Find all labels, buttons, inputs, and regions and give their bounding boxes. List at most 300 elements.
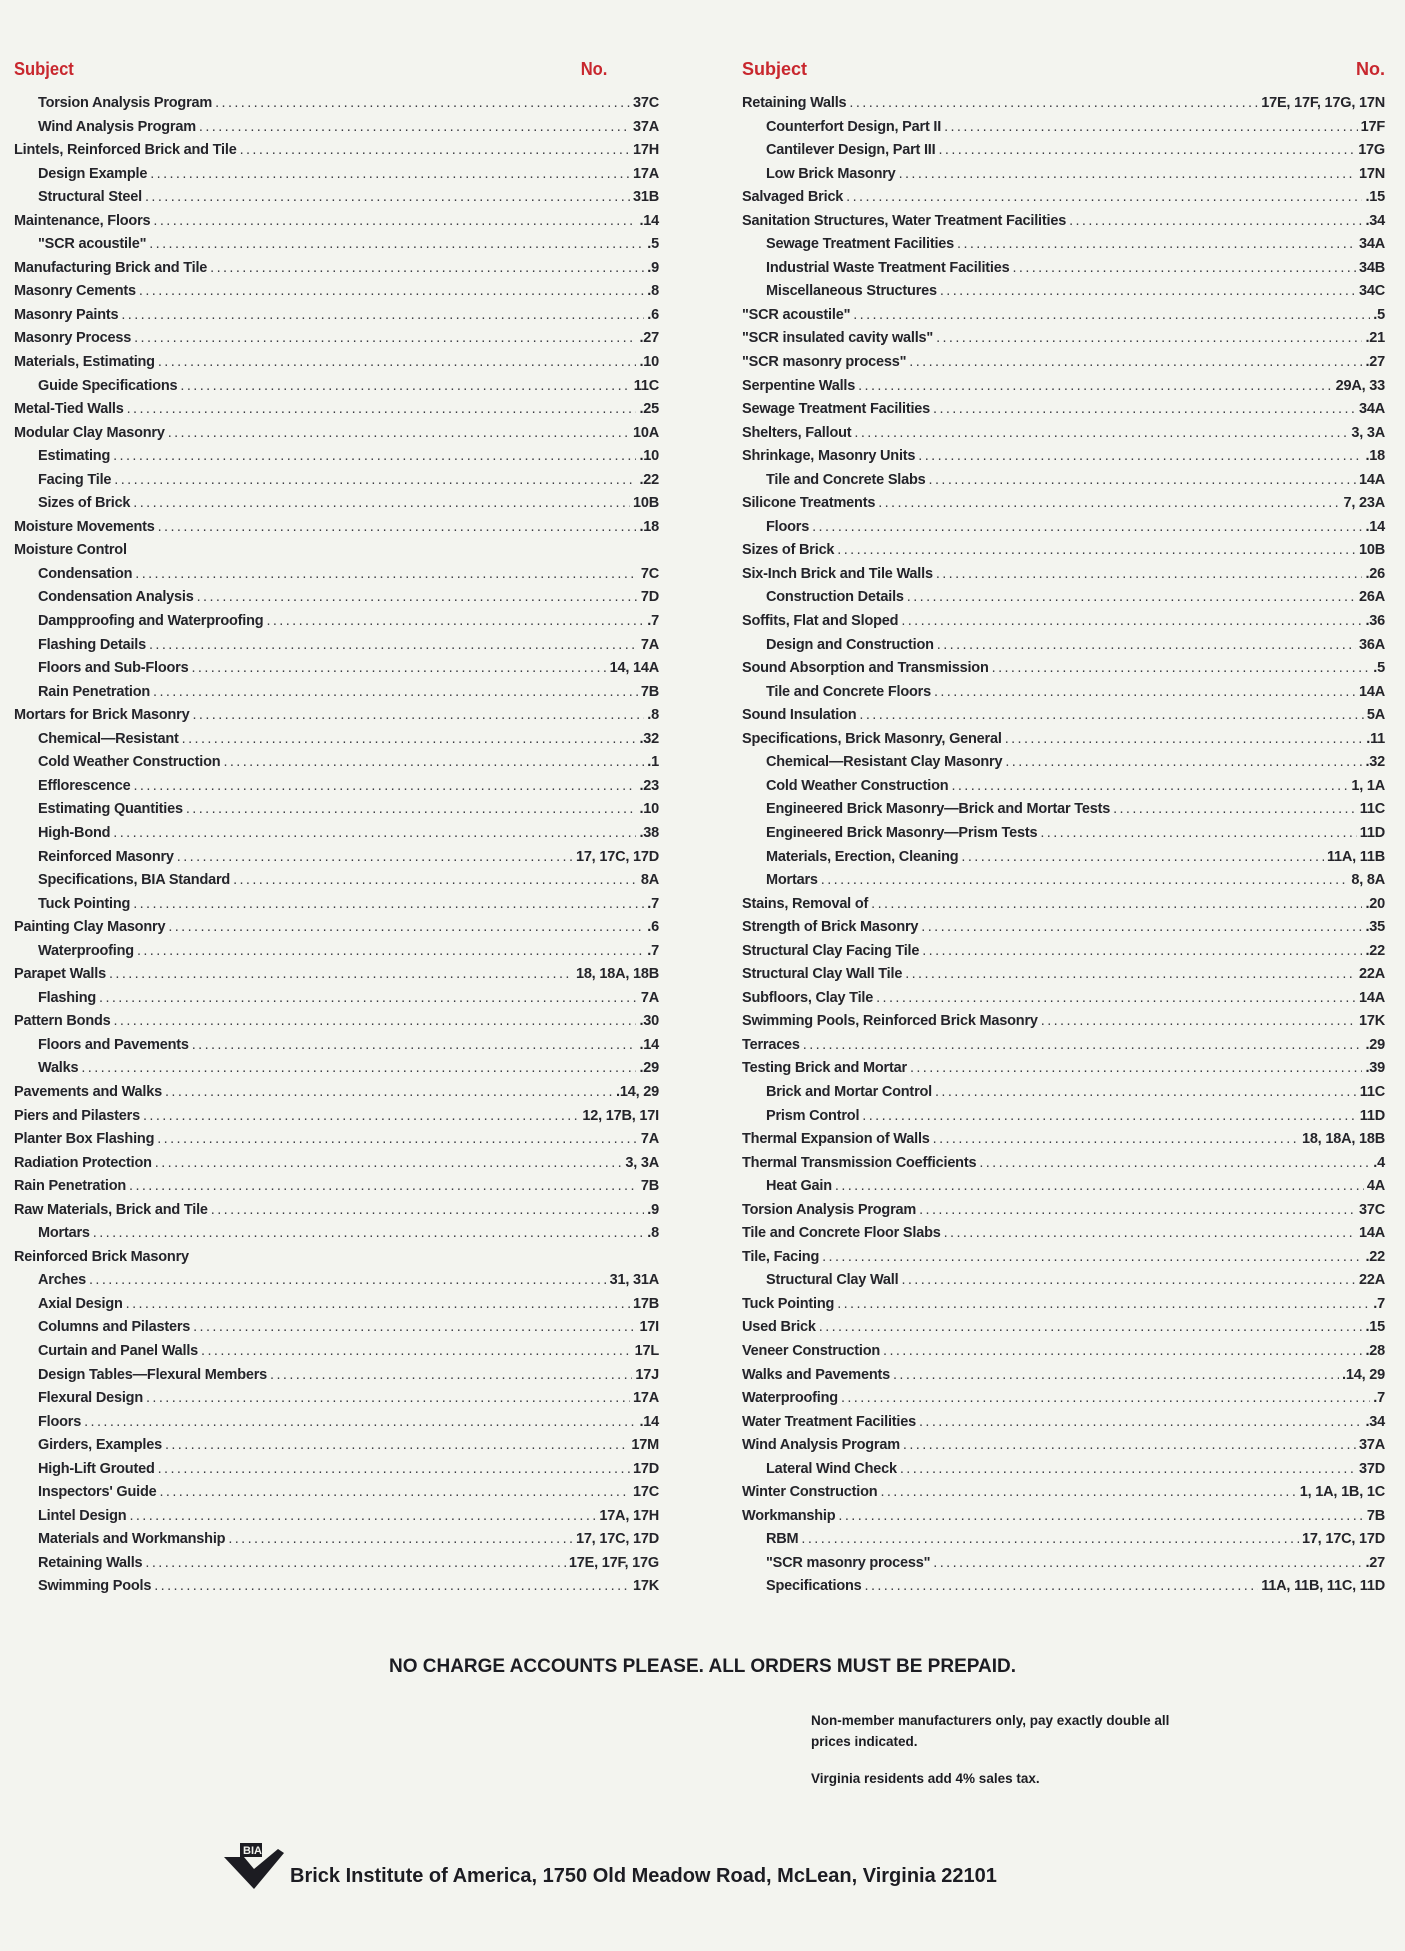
dot-leader <box>168 422 630 446</box>
dot-leader <box>918 445 1362 469</box>
entry-subject: Rain Penetration <box>14 1178 127 1195</box>
entry-subject: Mortars <box>38 1225 90 1242</box>
entry-subject: Sewage Treatment Facilities <box>742 401 931 418</box>
entry-number: 37C <box>1359 1201 1385 1218</box>
entry-subject: Swimming Pools <box>38 1578 152 1595</box>
dot-leader <box>149 634 638 658</box>
index-entry <box>742 1293 1385 1317</box>
dot-leader <box>905 963 1356 987</box>
dot-leader <box>1005 728 1364 752</box>
entry-number: 17K <box>633 1578 659 1595</box>
entry-subject: Wind Analysis Program <box>38 118 196 135</box>
entry-subject: Dampproofing and Waterproofing <box>38 613 264 630</box>
index-entry <box>742 586 1385 610</box>
entry-number: 12, 17B, 17I <box>582 1107 659 1124</box>
dot-leader <box>835 1175 1364 1199</box>
index-entry <box>742 1481 1385 1505</box>
index-entry <box>742 940 1385 964</box>
entry-subject: Engineered Brick Masonry—Prism Tests <box>766 824 1038 841</box>
index-entry <box>742 469 1385 493</box>
index-entry <box>742 751 1385 775</box>
entry-number: 17J <box>635 1366 659 1383</box>
index-entry <box>742 351 1385 375</box>
entry-number: .32 <box>1365 754 1385 771</box>
index-entry <box>14 304 659 328</box>
entry-subject: Brick and Mortar Control <box>766 1083 932 1100</box>
dot-leader <box>819 1316 1363 1340</box>
entry-number: 26A <box>1359 589 1385 606</box>
index-entry <box>742 775 1385 799</box>
entry-number: .14 <box>639 1036 659 1053</box>
dot-leader <box>191 657 606 681</box>
entry-number: 17A, 17H <box>599 1507 659 1524</box>
dot-leader <box>880 1481 1296 1505</box>
index-entry <box>742 1552 1385 1576</box>
dot-leader <box>934 681 1356 705</box>
entry-number: 17, 17C, 17D <box>575 848 659 865</box>
index-entry <box>14 963 659 987</box>
entry-subject: Raw Materials, Brick and Tile <box>14 1201 208 1218</box>
entry-subject: Estimating <box>38 448 111 465</box>
entry-number: 7D <box>640 589 659 606</box>
entry-subject: Design Tables—Flexural Members <box>38 1366 268 1383</box>
index-entry <box>14 1505 659 1529</box>
dot-leader <box>129 1505 596 1529</box>
dot-leader <box>223 751 644 775</box>
entry-number: .6 <box>647 919 659 936</box>
entry-number: .39 <box>1365 1060 1385 1077</box>
entry-number: .14 <box>639 1413 659 1430</box>
index-entry <box>14 634 659 658</box>
entry-subject: Lateral Wind Check <box>766 1460 897 1477</box>
index-entry <box>14 1222 659 1246</box>
index-entry <box>14 1434 659 1458</box>
dot-leader <box>233 869 638 893</box>
entry-subject: Masonry Process <box>14 330 132 347</box>
index-entry <box>14 1552 659 1576</box>
entry-subject: Specifications, Brick Masonry, General <box>742 730 1002 747</box>
dot-leader <box>186 798 637 822</box>
entry-subject: Subfloors, Clay Tile <box>742 989 874 1006</box>
entry-number: 37D <box>1359 1460 1385 1477</box>
dot-leader <box>133 893 644 917</box>
entry-number: 11C <box>1359 801 1385 818</box>
entry-subject: "SCR acoustile" <box>38 236 147 253</box>
index-entry <box>14 139 659 163</box>
entry-number: .10 <box>639 801 659 818</box>
entry-subject: Workmanship <box>742 1507 836 1524</box>
index-entry <box>742 375 1385 399</box>
subject-heading: Subject <box>742 59 808 79</box>
entry-number: 8A <box>640 872 659 889</box>
entry-subject: Sewage Treatment Facilities <box>766 236 955 253</box>
index-entry <box>14 893 659 917</box>
entry-number: 18, 18A, 18B <box>1301 1131 1385 1148</box>
entry-number: .6 <box>647 306 659 323</box>
entry-subject: Torsion Analysis Program <box>742 1201 917 1218</box>
dot-leader <box>113 822 636 846</box>
entry-subject: Specifications <box>766 1578 862 1595</box>
index-entry <box>14 1081 659 1105</box>
dot-leader <box>900 1458 1356 1482</box>
index-entry <box>742 681 1385 705</box>
entry-number: 37C <box>633 95 659 111</box>
entry-number: 11A, 11B <box>1326 848 1385 865</box>
entry-subject: Curtain and Panel Walls <box>38 1342 199 1359</box>
dot-leader <box>853 304 1370 328</box>
column-header <box>742 54 1385 84</box>
entry-subject: Sizes of Brick <box>742 542 835 559</box>
index-entry <box>14 1293 659 1317</box>
index-entry <box>14 1246 659 1270</box>
entry-number: 14, 14A <box>609 660 659 677</box>
index-entry <box>742 987 1385 1011</box>
entry-subject: Moisture Movements <box>14 518 155 535</box>
dot-leader <box>153 681 638 705</box>
entry-subject: Sound Absorption and Transmission <box>742 660 989 677</box>
index-entry <box>14 846 659 870</box>
index-entry <box>14 257 659 281</box>
index-entry <box>14 987 659 1011</box>
entry-subject: Mortars for Brick Masonry <box>14 707 190 724</box>
dot-leader <box>933 398 1356 422</box>
entry-subject: Water Treatment Facilities <box>742 1413 916 1430</box>
entry-number: .20 <box>1365 895 1385 912</box>
entry-subject: "SCR insulated cavity walls" <box>742 330 934 347</box>
entry-subject: Engineered Brick Masonry—Brick and Mortar Tests <box>766 801 1111 818</box>
entry-number: .14, 29 <box>1342 1366 1385 1383</box>
entry-number: .9 <box>647 259 659 276</box>
dot-leader <box>865 1575 1259 1599</box>
index-entry <box>14 657 659 681</box>
index-entry <box>742 210 1385 234</box>
entry-subject: Construction Details <box>766 589 904 606</box>
index-entry <box>742 563 1385 587</box>
entry-subject: Sound Insulation <box>742 707 857 724</box>
entry-subject: Cold Weather Construction <box>766 777 949 794</box>
entry-subject: Piers and Pilasters <box>14 1107 140 1124</box>
dot-leader <box>903 1434 1356 1458</box>
entry-subject: Tuck Pointing <box>742 1295 835 1312</box>
dot-leader <box>883 1340 1362 1364</box>
index-entry <box>742 1081 1385 1105</box>
dot-leader <box>1005 751 1362 775</box>
dot-leader <box>935 1081 1357 1105</box>
index-entry <box>742 1057 1385 1081</box>
publisher-footer <box>222 1835 1122 1897</box>
entry-subject: Chemical—Resistant <box>38 730 179 747</box>
entry-subject: Veneer Construction <box>742 1342 881 1359</box>
entry-subject: Used Brick <box>742 1319 816 1336</box>
index-entry <box>14 1528 659 1552</box>
index-entry <box>14 539 659 563</box>
entry-number: 37A <box>633 118 659 135</box>
index-entry <box>14 327 659 351</box>
index-entries <box>742 92 1385 1599</box>
dot-leader <box>899 163 1356 187</box>
index-entry <box>14 163 659 187</box>
dot-leader <box>801 1528 1299 1552</box>
index-entry <box>14 92 659 116</box>
index-entry <box>742 1269 1385 1293</box>
index-entry <box>742 1034 1385 1058</box>
entry-number: .7 <box>647 613 659 630</box>
index-entries <box>14 92 659 1599</box>
index-entry <box>742 822 1385 846</box>
entry-subject: Salvaged Brick <box>742 189 844 206</box>
index-entry <box>742 1128 1385 1152</box>
entry-subject: Serpentine Walls <box>742 377 856 394</box>
index-entry <box>742 186 1385 210</box>
index-entry <box>742 257 1385 281</box>
dot-leader <box>871 893 1362 917</box>
entry-subject: Metal-Tied Walls <box>14 401 124 418</box>
entry-number: 10A <box>633 424 659 441</box>
index-entry <box>742 728 1385 752</box>
entry-number: .28 <box>1365 1342 1385 1359</box>
dot-leader <box>270 1364 632 1388</box>
entry-subject: Structural Clay Wall <box>766 1272 899 1289</box>
entry-number: 37A <box>1359 1437 1385 1454</box>
index-entry <box>742 1458 1385 1482</box>
dot-leader <box>121 304 644 328</box>
entry-number: 17, 17C, 17D <box>575 1531 659 1548</box>
entry-subject: Prism Control <box>766 1107 860 1124</box>
dot-leader <box>878 492 1340 516</box>
entry-number: .36 <box>1365 613 1385 630</box>
index-entry <box>742 704 1385 728</box>
entry-subject: Shrinkage, Masonry Units <box>742 448 916 465</box>
index-entry <box>742 1246 1385 1270</box>
entry-subject: Reinforced Brick Masonry <box>14 1248 189 1265</box>
dot-leader <box>1041 1010 1356 1034</box>
index-entry <box>14 1128 659 1152</box>
index-entry <box>742 304 1385 328</box>
dot-leader <box>93 1222 645 1246</box>
entry-subject: Pavements and Walks <box>14 1083 162 1100</box>
entry-subject: Structural Steel <box>38 189 142 206</box>
entry-subject: Painting Clay Masonry <box>14 919 166 936</box>
entry-number: .7 <box>647 942 659 959</box>
entry-number: .22 <box>639 471 659 488</box>
entry-number: 14A <box>1359 471 1385 488</box>
entry-subject: Specifications, BIA Standard <box>38 872 231 889</box>
index-entry <box>742 492 1385 516</box>
entry-number: 17F <box>1360 118 1385 135</box>
dot-leader <box>854 422 1348 446</box>
entry-subject: Facing Tile <box>38 471 112 488</box>
entry-subject: Wind Analysis Program <box>742 1437 900 1454</box>
entry-subject: Sizes of Brick <box>38 495 131 512</box>
dot-leader <box>936 563 1363 587</box>
entry-subject: Masonry Paints <box>14 306 119 323</box>
entry-subject: Materials, Estimating <box>14 354 155 371</box>
entry-number: .10 <box>639 448 659 465</box>
index-entry <box>14 1340 659 1364</box>
dot-leader <box>929 469 1356 493</box>
entry-subject: Retaining Walls <box>38 1554 143 1571</box>
entry-subject: High-Lift Grouted <box>38 1460 155 1477</box>
index-entry <box>14 375 659 399</box>
index-entry <box>742 1364 1385 1388</box>
dot-leader <box>812 516 1362 540</box>
dot-leader <box>182 728 637 752</box>
dot-leader <box>1012 257 1356 281</box>
tax-note: Virginia residents add 4% sales tax. <box>811 1771 1040 1786</box>
dot-leader <box>841 1387 1370 1411</box>
entry-subject: Heat Gain <box>766 1178 832 1195</box>
dot-leader <box>240 139 630 163</box>
entry-subject: Terraces <box>742 1036 800 1053</box>
dot-leader <box>210 257 644 281</box>
index-entry <box>742 1387 1385 1411</box>
dot-leader <box>81 1057 636 1081</box>
entry-number: .10 <box>639 354 659 371</box>
dot-leader <box>127 398 637 422</box>
index-entry <box>742 445 1385 469</box>
entry-number: .27 <box>639 330 659 347</box>
index-entry <box>742 1575 1385 1599</box>
index-entry <box>742 657 1385 681</box>
index-entry <box>14 1364 659 1388</box>
entry-number: 11A, 11B, 11C, 11D <box>1261 1578 1385 1595</box>
index-entry <box>14 586 659 610</box>
subject-heading: Subject <box>14 59 74 79</box>
dot-leader <box>846 186 1362 210</box>
dot-leader <box>821 869 1349 893</box>
entry-number: .5 <box>647 236 659 253</box>
dot-leader <box>168 916 644 940</box>
dot-leader <box>153 210 636 234</box>
entry-number: .1 <box>647 754 659 771</box>
number-heading: No. <box>1356 59 1385 79</box>
index-entry <box>742 634 1385 658</box>
entry-number: 11C <box>633 377 659 394</box>
dot-leader <box>938 139 1355 163</box>
index-entry <box>742 1199 1385 1223</box>
entry-subject: Six-Inch Brick and Tile Walls <box>742 565 933 582</box>
dot-leader <box>910 1057 1363 1081</box>
index-entry <box>742 327 1385 351</box>
dot-leader <box>1113 798 1357 822</box>
index-entry <box>742 610 1385 634</box>
dot-leader <box>135 563 638 587</box>
entry-subject: Tile and Concrete Slabs <box>766 471 926 488</box>
index-entry <box>14 116 659 140</box>
entry-subject: Structural Clay Facing Tile <box>742 942 920 959</box>
index-entry <box>742 139 1385 163</box>
dot-leader <box>901 1269 1356 1293</box>
entry-subject: Columns and Pilasters <box>38 1319 191 1336</box>
index-entry <box>742 846 1385 870</box>
entry-subject: Masonry Cements <box>14 283 136 300</box>
entry-number: 17, 17C, 17D <box>1301 1531 1385 1548</box>
bia-logo-icon <box>222 1835 286 1897</box>
entry-number: 17D <box>633 1460 659 1477</box>
entry-number: 7, 23A <box>1343 495 1385 512</box>
index-entry <box>14 1316 659 1340</box>
entry-number: 7A <box>640 1131 659 1148</box>
index-entry <box>14 563 659 587</box>
entry-subject: Radiation Protection <box>14 1154 152 1171</box>
entry-number: 17E, 17F, 17G <box>568 1554 659 1571</box>
index-entry <box>742 1222 1385 1246</box>
index-entry <box>742 1434 1385 1458</box>
index-entry <box>14 1411 659 1435</box>
entry-subject: Guide Specifications <box>38 377 178 394</box>
entry-number: .23 <box>639 777 659 794</box>
dot-leader <box>215 92 630 116</box>
index-entry <box>742 1505 1385 1529</box>
entry-number: 36A <box>1359 636 1385 653</box>
dot-leader <box>211 1199 645 1223</box>
dot-leader <box>165 1081 613 1105</box>
index-entry <box>742 1152 1385 1176</box>
entry-number: 17I <box>639 1319 659 1336</box>
dot-leader <box>199 116 630 140</box>
entry-number: 10B <box>1359 542 1385 559</box>
dot-leader <box>149 233 644 257</box>
index-entry <box>14 1458 659 1482</box>
entry-subject: Manufacturing Brick and Tile <box>14 259 208 276</box>
index-entry <box>14 445 659 469</box>
entry-number: .14, 29 <box>616 1083 659 1100</box>
index-entry <box>742 398 1385 422</box>
dot-leader <box>177 846 573 870</box>
index-entry <box>14 681 659 705</box>
entry-number: 17N <box>1359 165 1385 182</box>
entry-number: 7B <box>640 1178 659 1195</box>
index-entry <box>14 798 659 822</box>
entry-subject: Counterfort Design, Part II <box>766 118 942 135</box>
dot-leader <box>126 1293 630 1317</box>
entry-subject: Tile and Concrete Floor Slabs <box>742 1225 941 1242</box>
index-entry <box>14 233 659 257</box>
index-entry <box>742 163 1385 187</box>
entry-subject: Stains, Removal of <box>742 895 869 912</box>
index-entry <box>14 1175 659 1199</box>
dot-leader <box>849 92 1258 116</box>
dot-leader <box>146 1387 630 1411</box>
dot-leader <box>155 1152 623 1176</box>
entry-number: 11C <box>1359 1083 1385 1100</box>
entry-subject: Thermal Expansion of Walls <box>742 1131 930 1148</box>
dot-leader <box>837 1293 1370 1317</box>
entry-subject: Efflorescence <box>38 777 131 794</box>
index-column-right <box>742 54 1385 1599</box>
dot-leader <box>158 1458 630 1482</box>
entry-number: 7C <box>640 565 659 582</box>
entry-subject: Sanitation Structures, Water Treatment Facilities <box>742 212 1067 229</box>
entry-number: .8 <box>647 283 659 300</box>
entry-number: 34C <box>1359 283 1385 300</box>
dot-leader <box>266 610 644 634</box>
entry-subject: Tile and Concrete Floors <box>766 683 931 700</box>
entry-subject: Inspectors' Guide <box>38 1484 157 1501</box>
index-entry <box>14 728 659 752</box>
entry-number: .7 <box>647 895 659 912</box>
entry-number: .18 <box>639 518 659 535</box>
entry-number: 17A <box>633 165 659 182</box>
entry-subject: Retaining Walls <box>742 95 847 111</box>
dot-leader <box>158 516 637 540</box>
entry-number: .22 <box>1365 942 1385 959</box>
entry-number: .22 <box>1365 1248 1385 1265</box>
entry-subject: Waterproofing <box>38 942 134 959</box>
entry-subject: Thermal Transmission Coefficients <box>742 1154 977 1171</box>
entry-number: .30 <box>639 1013 659 1030</box>
dot-leader <box>193 1316 636 1340</box>
